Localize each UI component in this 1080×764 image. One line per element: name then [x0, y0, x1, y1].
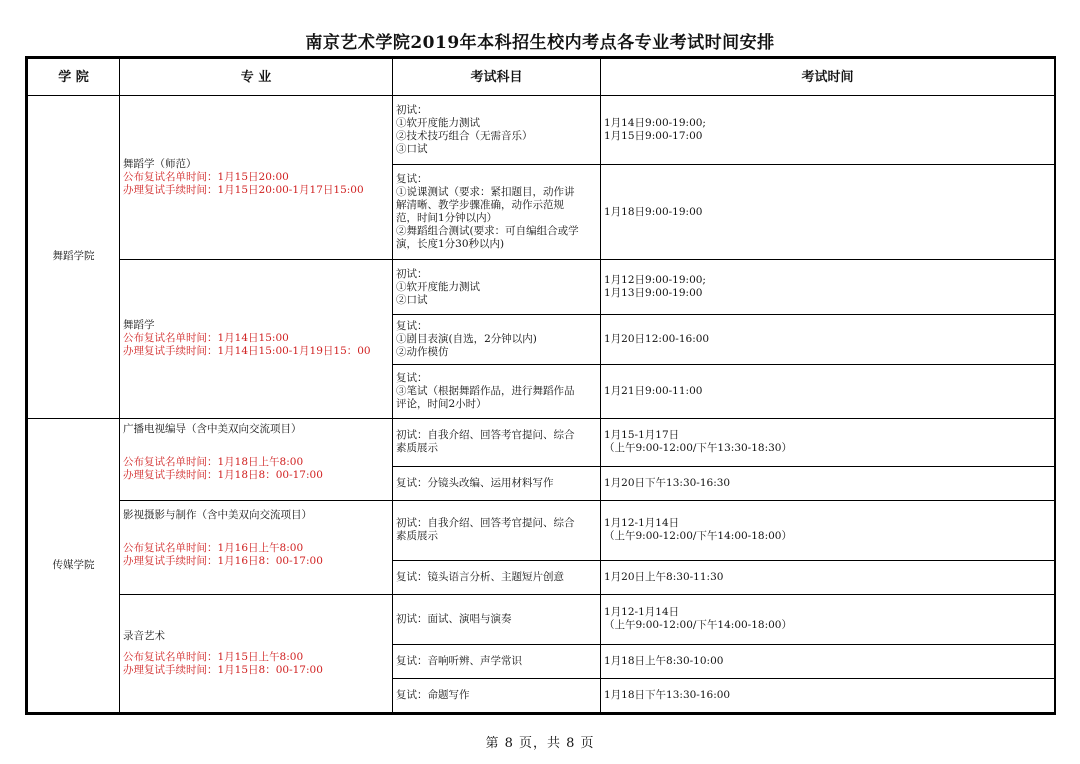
- time-cell: [601, 165, 1055, 260]
- header-time: 考试时间: [601, 59, 1055, 96]
- college-cell-media: 传媒学院: [28, 418, 120, 713]
- time-line: 1月20日上午8:30-11:30: [604, 570, 724, 583]
- time-cell: [601, 500, 1055, 560]
- subject-cell: [393, 418, 601, 466]
- time-line: 1月20日12:00-16:00: [604, 333, 710, 346]
- time-cell: [601, 365, 1055, 418]
- subject-cell: [393, 466, 601, 500]
- subject-line: 素质展示: [396, 530, 438, 543]
- header-college: 学 院: [28, 59, 120, 96]
- time-cell: [601, 678, 1055, 712]
- major-cell: [120, 96, 393, 260]
- notice-text: 公布复试名单时间：1月15日20:00: [123, 171, 289, 184]
- major-cell: [120, 500, 393, 594]
- subject-line: 复试：分镜头改编、运用材料写作: [396, 476, 554, 489]
- page-number: 第 8 页，共 8 页: [485, 736, 595, 751]
- time-line: 1月15-1月17日: [604, 429, 680, 442]
- time-line: 1月15日9:00-17:00: [604, 130, 703, 143]
- table-row: [28, 594, 1055, 644]
- subject-cell: [393, 594, 601, 644]
- notice-text: 办理复试手续时间：1月15日8：00-17:00: [123, 663, 323, 676]
- subject-line: 复试：音响听辨、声学常识: [396, 654, 522, 667]
- notice-text: 公布复试名单时间：1月14日15:00: [123, 332, 289, 345]
- subject-line: 评论，时间2小时）: [396, 397, 487, 410]
- subject-cell: [393, 260, 601, 315]
- time-cell: [601, 466, 1055, 500]
- major-name: 影视摄影与制作（含中美双向交流项目）: [123, 508, 312, 521]
- subject-line: 复试：: [396, 371, 428, 384]
- time-cell: [601, 260, 1055, 315]
- subject-cell: [393, 96, 601, 165]
- schedule-table: [27, 58, 1055, 713]
- subject-line: 复试：: [396, 320, 428, 333]
- header-row: [28, 59, 1055, 96]
- subject-line: 解清晰、教学步骤准确，动作示范规: [396, 199, 564, 212]
- subject-cell: [393, 315, 601, 365]
- subject-cell: [393, 678, 601, 712]
- header-major: 专 业: [120, 59, 393, 96]
- time-line: 1月18日上午8:30-10:00: [604, 654, 724, 667]
- major-name: 舞蹈学: [123, 319, 155, 332]
- page-title: 南京艺术学院2019年本科招生校内考点各专业考试时间安排: [305, 33, 775, 53]
- subject-line: ②舞蹈组合测试(要求：可自编组合或学: [396, 225, 579, 238]
- subject-line: ②口试: [396, 293, 428, 306]
- notice-text: 公布复试名单时间：1月16日上午8:00: [123, 541, 304, 554]
- subject-cell: [393, 365, 601, 418]
- subject-line: 初试：: [396, 104, 428, 117]
- major-cell: [120, 260, 393, 418]
- time-cell: [601, 644, 1055, 678]
- time-line: 1月12-1月14日: [604, 606, 680, 619]
- subject-line: ③笔试（根据舞蹈作品，进行舞蹈作品: [396, 384, 575, 397]
- subject-line: ①软开度能力测试: [396, 280, 480, 293]
- time-line: 1月13日9:00-19:00: [604, 287, 703, 300]
- notice-text: 办理复试手续时间：1月16日8：00-17:00: [123, 554, 323, 567]
- subject-line: ②技术技巧组合（无需音乐）: [396, 130, 533, 143]
- notice-text: 办理复试手续时间：1月14日15:00-1月19日15：00: [123, 345, 371, 358]
- subject-line: ③口试: [396, 143, 428, 156]
- time-line: 1月21日9:00-11:00: [604, 384, 703, 397]
- subject-line: 复试：: [396, 173, 428, 186]
- subject-line: 复试：命题写作: [396, 688, 470, 701]
- time-cell: [601, 315, 1055, 365]
- time-line: （上午9:00-12:00/下午13:30-18:30）: [604, 442, 792, 455]
- subject-line: 复试：镜头语言分析、主题短片创意: [396, 570, 564, 583]
- subject-line: ②动作模仿: [396, 346, 449, 359]
- subject-cell: [393, 500, 601, 560]
- time-line: 1月12日9:00-19:00;: [604, 274, 706, 287]
- time-line: （上午9:00-12:00/下午14:00-18:00）: [604, 530, 792, 543]
- major-name: 录音艺术: [123, 629, 165, 642]
- major-cell: [120, 418, 393, 500]
- time-line: 1月18日下午13:30-16:00: [604, 688, 731, 701]
- subject-line: ①剧目表演(自选，2分钟以内): [396, 333, 537, 346]
- subject-line: ①软开度能力测试: [396, 117, 480, 130]
- subject-line: 初试：面试、演唱与演奏: [396, 612, 512, 625]
- college-cell-dance: 舞蹈学院: [28, 96, 120, 418]
- header-subject: 考试科目: [393, 59, 601, 96]
- subject-line: 初试：: [396, 267, 428, 280]
- subject-line: 初试：自我介绍、回答考官提问、综合: [396, 429, 575, 442]
- subject-line: 素质展示: [396, 442, 438, 455]
- notice-text: 公布复试名单时间：1月15日上午8:00: [123, 650, 304, 663]
- table-row: [28, 500, 1055, 560]
- subject-cell: [393, 560, 601, 594]
- time-cell: [601, 560, 1055, 594]
- table-row: [28, 96, 1055, 165]
- notice-text: 办理复试手续时间：1月15日20:00-1月17日15:00: [123, 184, 364, 197]
- time-cell: [601, 96, 1055, 165]
- subject-line: 初试：自我介绍、回答考官提问、综合: [396, 517, 575, 530]
- time-cell: [601, 594, 1055, 644]
- subject-line: 演，长度1分30秒以内): [396, 238, 505, 251]
- subject-cell: [393, 644, 601, 678]
- time-line: 1月12-1月14日: [604, 517, 680, 530]
- time-line: （上午9:00-12:00/下午14:00-18:00）: [604, 619, 792, 632]
- time-line: 1月20日下午13:30-16:30: [604, 476, 731, 489]
- notice-text: 公布复试名单时间：1月18日上午8:00: [123, 455, 304, 468]
- table-row: [28, 418, 1055, 466]
- major-name: 广播电视编导（含中美双向交流项目）: [123, 422, 302, 435]
- major-name: 舞蹈学（师范）: [123, 158, 197, 171]
- major-cell: [120, 594, 393, 712]
- time-line: 1月14日9:00-19:00;: [604, 117, 706, 130]
- time-line: 1月18日9:00-19:00: [604, 205, 703, 218]
- notice-text: 办理复试手续时间：1月18日8：00-17:00: [123, 468, 323, 481]
- subject-line: ①说课测试（要求：紧扣题目，动作讲: [396, 186, 575, 199]
- time-cell: [601, 418, 1055, 466]
- table-row: [28, 260, 1055, 315]
- subject-cell: [393, 165, 601, 260]
- subject-line: 范，时间1分钟以内）: [396, 212, 498, 225]
